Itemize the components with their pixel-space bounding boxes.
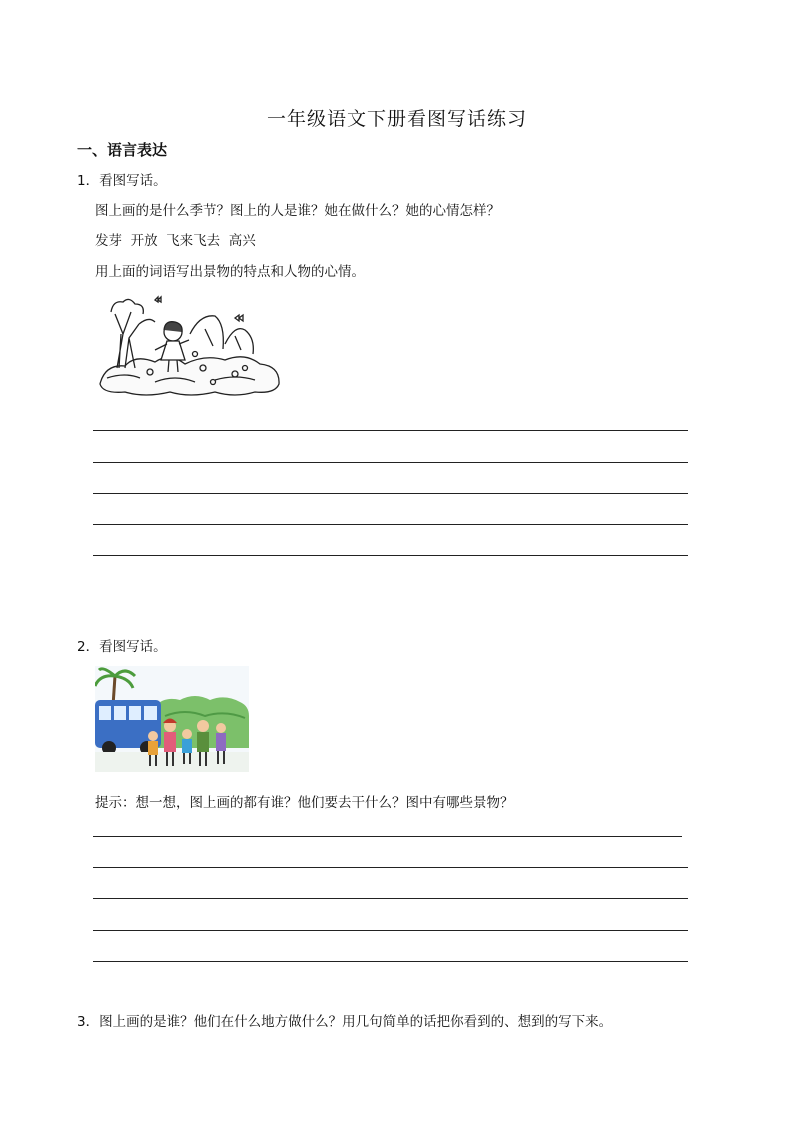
- writing-line[interactable]: [93, 867, 688, 868]
- writing-line[interactable]: [93, 524, 688, 525]
- question-hint: 提示：想一想，图上画的都有谁？他们要去干什么？图中有哪些景物？: [95, 795, 514, 811]
- writing-line[interactable]: [93, 930, 688, 931]
- writing-line[interactable]: [93, 961, 688, 962]
- question-number: 2．: [77, 639, 100, 655]
- writing-line[interactable]: [93, 462, 688, 463]
- word-bank: 发芽 开放 飞来飞去 高兴: [95, 233, 256, 249]
- question-instruction: 看图写话。: [99, 639, 167, 655]
- family-by-bus-illustration: [95, 666, 249, 772]
- question-prompt: 图上画的是什么季节？图上的人是谁？她在做什么？她的心情怎样？: [95, 203, 500, 219]
- writing-line[interactable]: [93, 555, 688, 556]
- page-title: 一年级语文下册看图写话练习: [266, 108, 527, 130]
- writing-line[interactable]: [93, 898, 688, 899]
- girl-in-spring-garden-illustration: [95, 294, 283, 400]
- question-3: [77, 1010, 612, 1030]
- question-number: 1．: [77, 173, 100, 189]
- writing-line[interactable]: [93, 836, 682, 837]
- question-instruction: 看图写话。: [99, 173, 167, 189]
- writing-line[interactable]: [93, 430, 688, 431]
- question-instruction: 图上画的是谁？他们在什么地方做什么？用几句简单的话把你看到的、想到的写下来。: [99, 1014, 613, 1030]
- writing-line[interactable]: [93, 493, 688, 494]
- question-number: 3．: [77, 1014, 100, 1030]
- question-task: 用上面的词语写出景物的特点和人物的心情。: [95, 264, 365, 280]
- section-heading: 一、语言表达: [77, 141, 168, 159]
